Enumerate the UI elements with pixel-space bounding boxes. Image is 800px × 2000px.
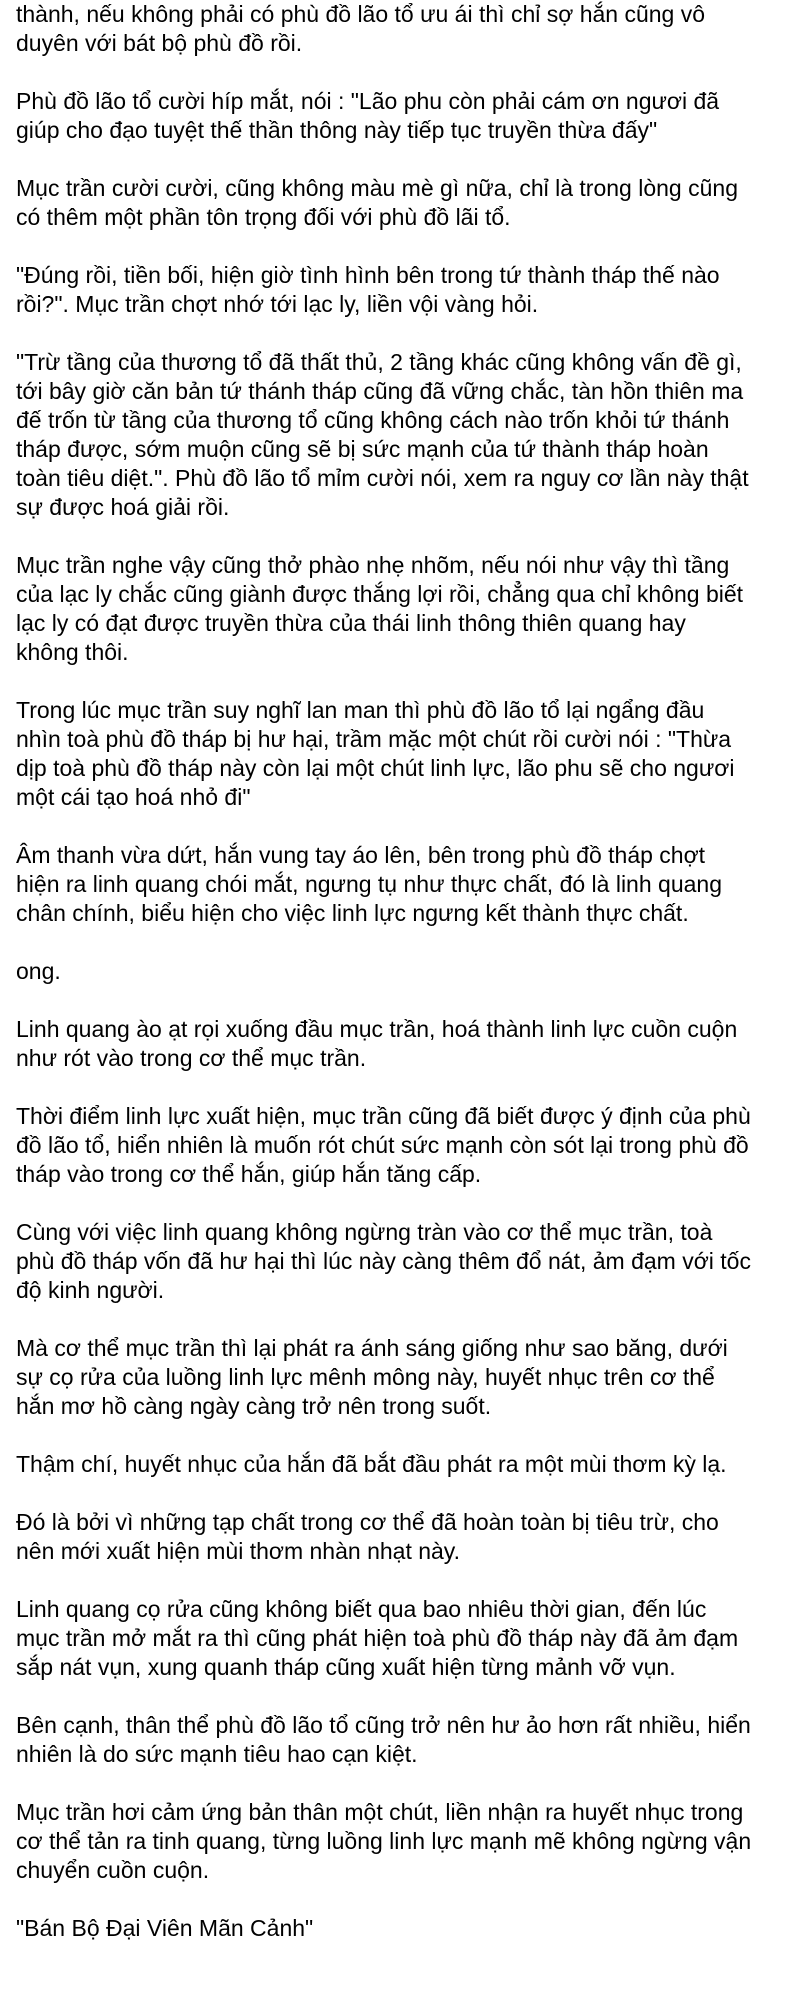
paragraph-7: Trong lúc mục trần suy nghĩ lan man thì phù đồ lão tổ lại ngẩng đầu nhìn toà phù đồ tháp bị hư hại, trầm mặc một chút rồi cười nói : "Thừa dịp toà phù đồ tháp này còn lại một chút linh lực, lão phu sẽ cho ngươi một cái tạo hoá nhỏ đi" — [16, 697, 735, 810]
paragraph-8: Âm thanh vừa dứt, hắn vung tay áo lên, bên trong phù đồ tháp chợt hiện ra linh quang chói mắt, ngưng tụ như thực chất, đó là linh quang chân chính, biểu hiện cho việc linh lực ngưng kết thành thực chất. — [16, 842, 722, 926]
paragraph-6: Mục trần nghe vậy cũng thở phào nhẹ nhõm, nếu nói như vậy thì tầng của lạc ly chắc cũng giành được thắng lợi rồi, chẳng qua chỉ không biết lạc ly có đạt được truyền thừa của thái linh thông thiên quang hay không thôi. — [16, 552, 744, 665]
paragraph-17: Bên cạnh, thân thể phù đồ lão tổ cũng trở nên hư ảo hơn rất nhiều, hiển nhiên là do sức mạnh tiêu hao cạn kiệt. — [16, 1712, 751, 1767]
paragraph-13: Mà cơ thể mục trần thì lại phát ra ánh sáng giống như sao băng, dưới sự cọ rửa của luồng linh lực mênh mông này, huyết nhục trên cơ thể hắn mơ hồ càng ngày càng trở nên trong suốt. — [16, 1335, 728, 1419]
paragraph-10: Linh quang ào ạt rọi xuống đầu mục trần, hoá thành linh lực cuồn cuộn như rót vào trong cơ thể mục trần. — [16, 1016, 738, 1071]
paragraph-11: Thời điểm linh lực xuất hiện, mục trần cũng đã biết được ý định của phù đồ lão tổ, hiển nhiên là muốn rót chút sức mạnh còn sót lại trong phù đồ tháp vào trong cơ thể hắn, giúp hắn tăng cấp. — [16, 1103, 751, 1187]
paragraph-16: Linh quang cọ rửa cũng không biết qua bao nhiêu thời gian, đến lúc mục trần mở mắt ra thì cũng phát hiện toà phù đồ tháp này đã ảm đạm sắp nát vụn, xung quanh tháp cũng xuất hiện từng mảnh vỡ vụn. — [16, 1596, 739, 1680]
paragraph-2: Phù đồ lão tổ cười híp mắt, nói : "Lão phu còn phải cám ơn ngươi đã giúp cho đạo tuyệt thế thần thông này tiếp tục truyền thừa đấy" — [16, 88, 720, 143]
paragraph-18: Mục trần hơi cảm ứng bản thân một chút, liền nhận ra huyết nhục trong cơ thể tản ra tinh quang, từng luồng linh lực mạnh mẽ không ngừng vận chuyển cuồn cuộn. — [16, 1799, 752, 1883]
paragraph-1: thành, nếu không phải có phù đồ lão tổ ưu ái thì chỉ sợ hắn cũng vô duyên với bát bộ phù đồ rồi. — [16, 1, 706, 56]
paragraph-9: ong. — [16, 958, 61, 984]
paragraph-5: "Trừ tầng của thương tổ đã thất thủ, 2 tầng khác cũng không vấn đề gì, tới bây giờ căn bản tứ thánh tháp cũng đã vững chắc, tàn hồn thiên ma đế trốn từ tầng của thương tổ cũng không cách nào trốn khỏi tứ thánh tháp được, sớm muộn cũng sẽ bị sức mạnh của tứ thành tháp hoàn toàn tiêu diệt.". Phù đồ lão tổ mỉm cười nói, xem ra nguy cơ lần này thật sự được hoá giải rồi. — [16, 349, 749, 520]
paragraph-15: Đó là bởi vì những tạp chất trong cơ thể đã hoàn toàn bị tiêu trừ, cho nên mới xuất hiện mùi thơm nhàn nhạt này. — [16, 1509, 719, 1564]
paragraph-3: Mục trần cười cười, cũng không màu mè gì nữa, chỉ là trong lòng cũng có thêm một phần tôn trọng đối với phù đồ lãi tổ. — [16, 175, 738, 230]
paragraph-19: "Bán Bộ Đại Viên Mãn Cảnh" — [16, 1915, 314, 1941]
paragraph-4: "Đúng rồi, tiền bối, hiện giờ tình hình bên trong tứ thành tháp thế nào rồi?". Mục trần chợt nhớ tới lạc ly, liền vội vàng hỏi. — [16, 262, 720, 317]
paragraph-14: Thậm chí, huyết nhục của hắn đã bắt đầu phát ra một mùi thơm kỳ lạ. — [16, 1451, 727, 1477]
paragraph-12: Cùng với việc linh quang không ngừng tràn vào cơ thể mục trần, toà phù đồ tháp vốn đã hư hại thì lúc này càng thêm đổ nát, ảm đạm với tốc độ kinh người. — [16, 1219, 751, 1303]
